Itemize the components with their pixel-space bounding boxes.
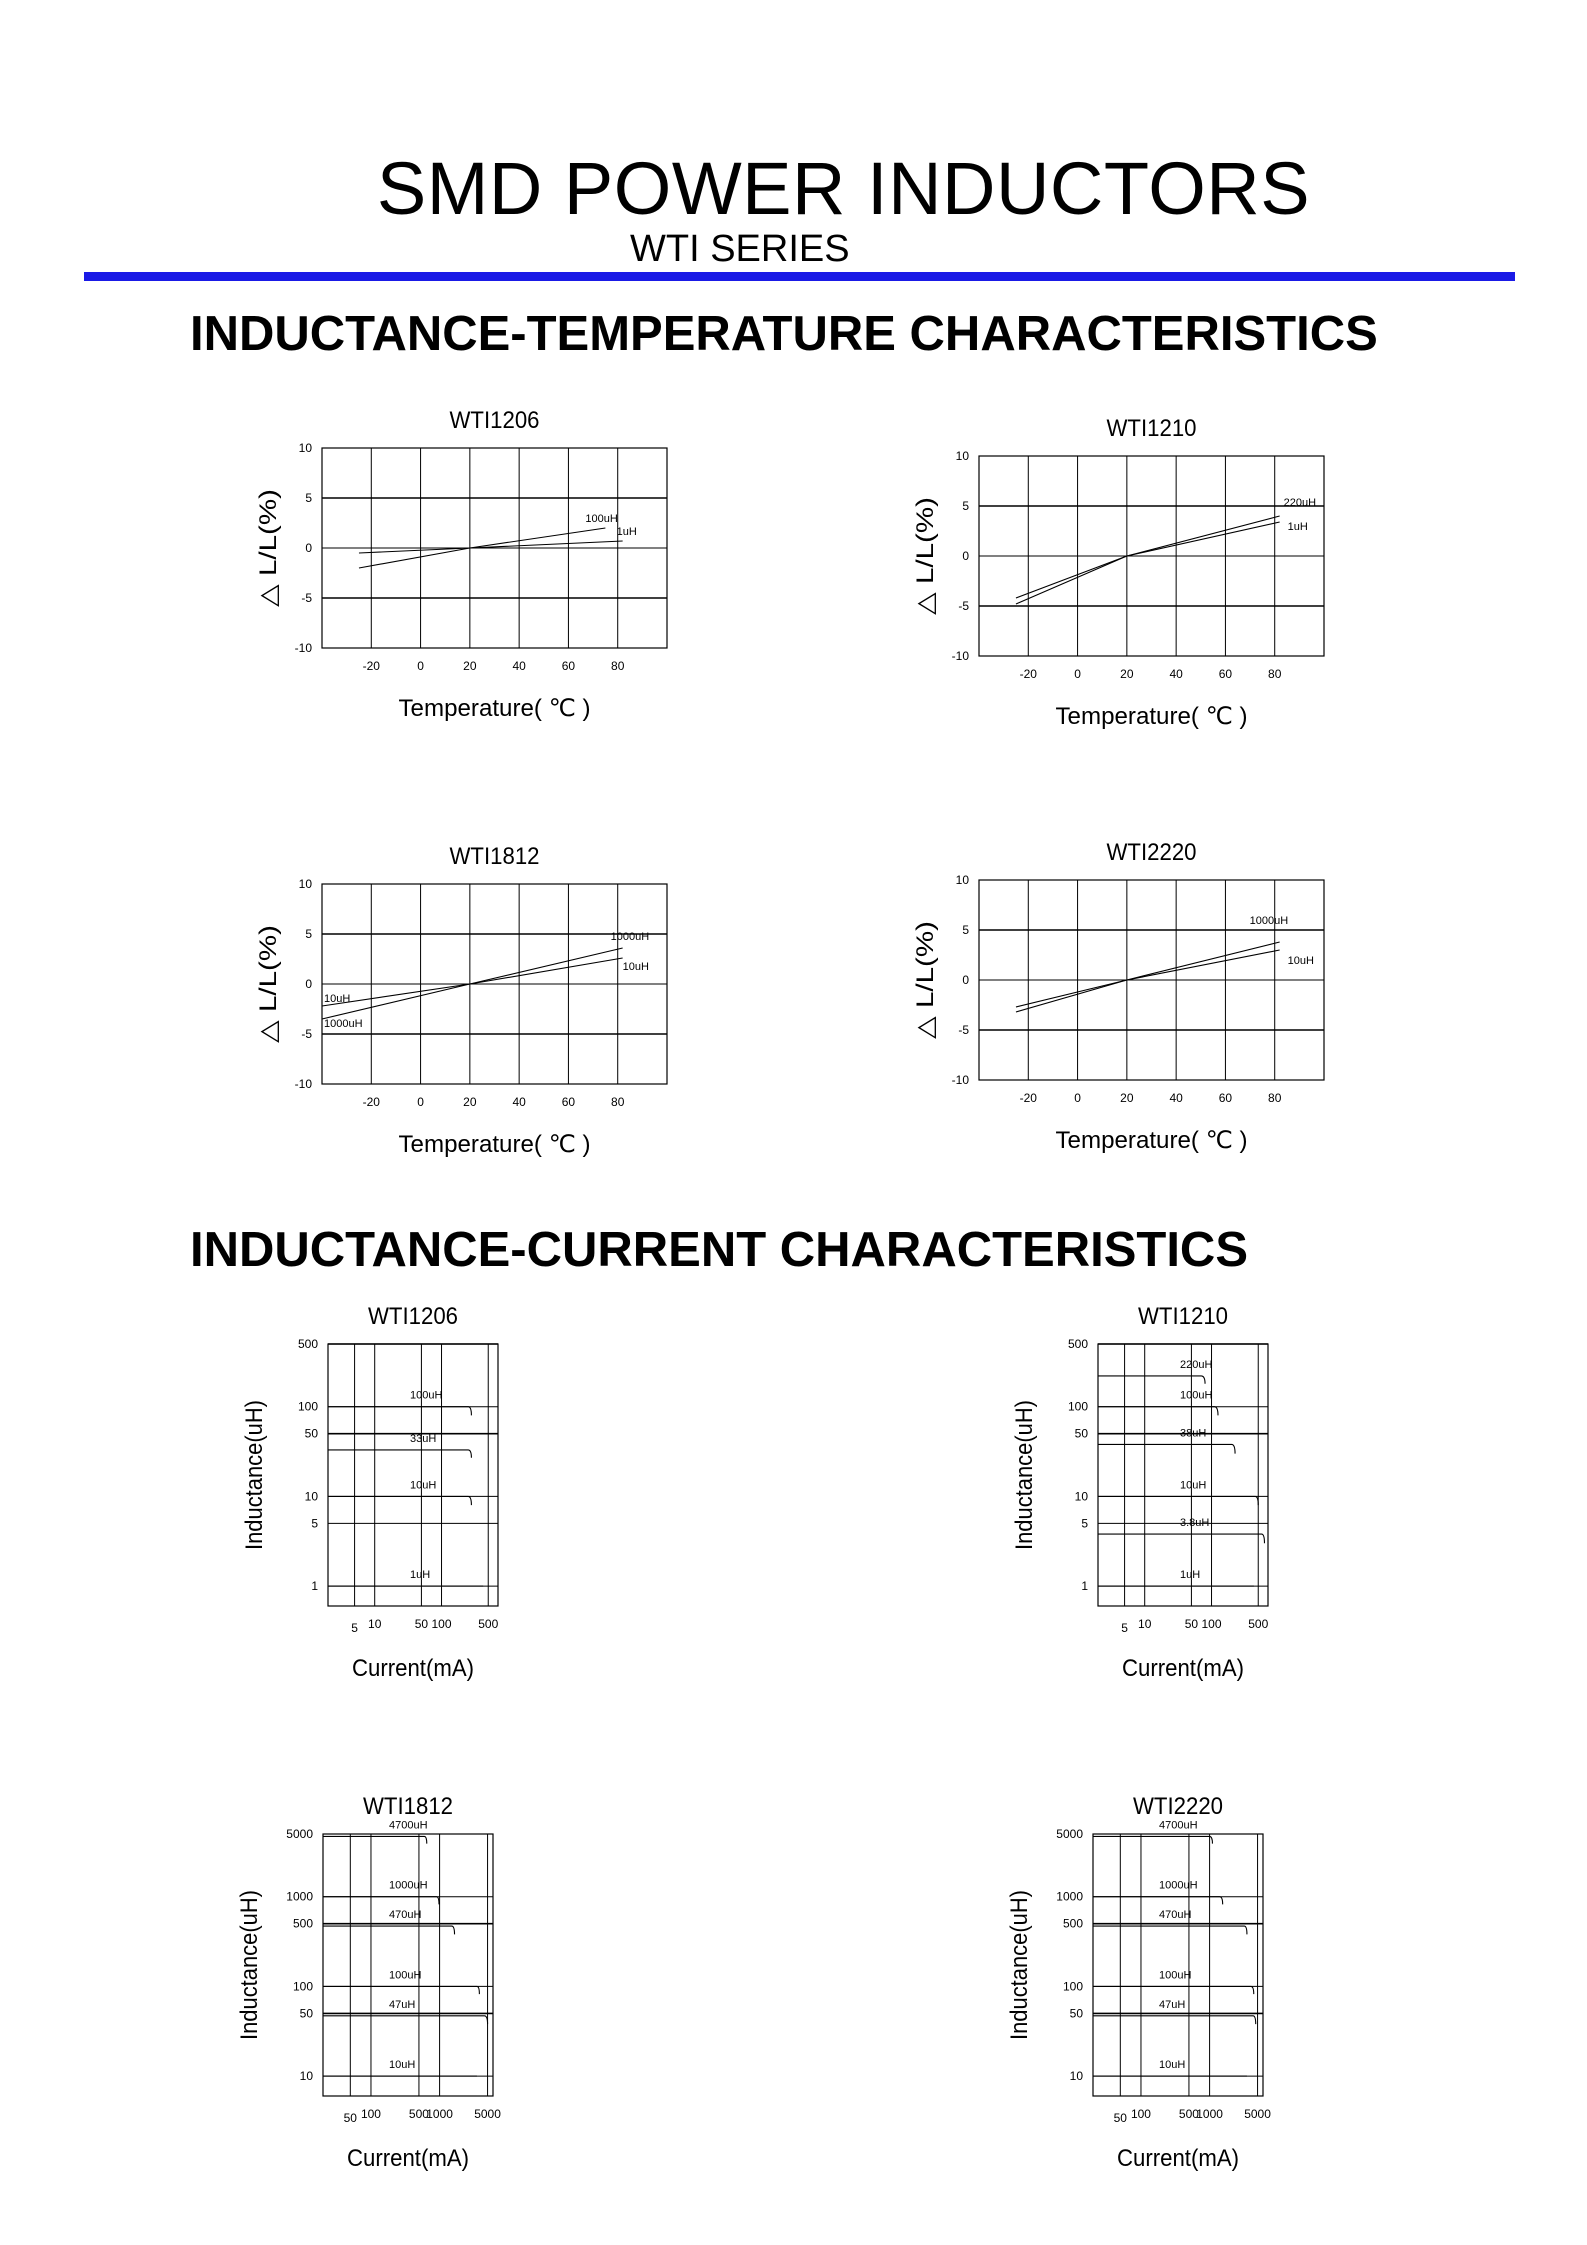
series-line xyxy=(1098,1534,1264,1543)
x-tick-label: 60 xyxy=(1218,667,1233,681)
series-label: 1000uH xyxy=(389,1879,428,1892)
series-label: 100uH xyxy=(410,1389,443,1402)
series-line xyxy=(1093,1926,1247,1934)
series-line xyxy=(1016,942,1280,1012)
x-tick-label: 50 xyxy=(414,1617,429,1631)
series-label: 33uH xyxy=(410,1432,437,1445)
series-line xyxy=(323,1836,427,1843)
y-tick-label: 0 xyxy=(305,977,312,991)
series-label: 47uH xyxy=(389,1998,416,2011)
x-tick-label: 500 xyxy=(478,1617,499,1631)
y-tick-label: 10 xyxy=(298,441,312,455)
series-line xyxy=(1098,1407,1218,1416)
x-tick-label: 80 xyxy=(611,1095,625,1109)
y-tick-label: 10 xyxy=(1069,2069,1083,2084)
y-tick-label: 1000 xyxy=(1056,1889,1083,1904)
series-label: 10uH xyxy=(1180,1479,1207,1492)
series-label: 10uH xyxy=(410,1479,437,1492)
y-tick-label: -10 xyxy=(951,1073,969,1087)
y-tick-label: 5000 xyxy=(286,1827,313,1841)
y-tick-label: 10 xyxy=(1074,1489,1088,1504)
y-tick-label: 5 xyxy=(1081,1516,1088,1531)
series-label: 4700uH xyxy=(389,1819,428,1832)
y-tick-label: 1 xyxy=(311,1579,318,1594)
x-tick-label: 40 xyxy=(1169,1091,1183,1105)
series-label: 47uH xyxy=(1159,1998,1186,2011)
y-tick-label: 50 xyxy=(1069,2006,1083,2021)
series-line xyxy=(1098,1376,1205,1384)
x-tick-label: 40 xyxy=(512,659,526,673)
y-tick-label: 10 xyxy=(955,449,969,463)
y-tick-label: 5 xyxy=(311,1516,318,1531)
chart-temp-wti1206 xyxy=(230,400,690,740)
series-line xyxy=(323,1897,439,1905)
plot-frame xyxy=(1093,1834,1263,2096)
x-axis-label: Temperature( ℃ ) xyxy=(398,1131,591,1158)
x-tick-label: -20 xyxy=(1019,667,1037,681)
y-tick-label: 50 xyxy=(1074,1426,1088,1441)
x-tick-label: 100 xyxy=(360,2107,381,2121)
chart-temp-wti1210 xyxy=(887,408,1347,748)
series-line xyxy=(1093,2016,1256,2024)
y-tick-label: -5 xyxy=(958,599,969,613)
y-tick-label: 5 xyxy=(962,499,969,513)
chart-title: WTI2220 xyxy=(1106,839,1197,866)
x-tick-label: 100 xyxy=(1201,1617,1222,1631)
x-tick-label: 60 xyxy=(561,659,576,673)
x-tick-label: 0 xyxy=(417,1095,424,1109)
series-label: 1uH xyxy=(1287,521,1308,533)
series-line xyxy=(323,1926,455,1934)
chart-cur-wti1210 xyxy=(990,1296,1390,1686)
x-axis-label: Temperature( ℃ ) xyxy=(1055,703,1248,730)
x-tick-label: 50 xyxy=(1113,2111,1127,2125)
series-line xyxy=(328,1496,471,1505)
x-tick-label: 1000 xyxy=(426,2107,453,2121)
y-axis-label: △ L/L(%) xyxy=(255,947,282,1043)
y-tick-label: -10 xyxy=(951,649,969,663)
y-tick-label: 10 xyxy=(298,877,312,891)
series-label: 10uH xyxy=(324,993,351,1005)
chart-temp-wti2220 xyxy=(887,832,1347,1172)
y-tick-label: 5 xyxy=(962,923,969,937)
series-line xyxy=(328,1450,471,1458)
y-tick-label: -10 xyxy=(294,1077,312,1091)
y-tick-label: 10 xyxy=(304,1489,318,1504)
series-label: 10uH xyxy=(389,2059,416,2072)
y-axis-label: Inductance(uH) xyxy=(236,1875,263,2040)
series-label: 10uH xyxy=(1287,955,1314,967)
y-tick-label: -5 xyxy=(301,1027,312,1041)
series-line xyxy=(359,541,623,553)
x-tick-label: 1000 xyxy=(1196,2107,1223,2121)
x-tick-label: 50 xyxy=(1184,1617,1199,1631)
x-tick-label: 5 xyxy=(1121,1621,1128,1635)
series-line xyxy=(1093,1986,1254,1994)
plot-frame xyxy=(328,1344,498,1606)
y-tick-label: 5000 xyxy=(1056,1827,1083,1841)
x-axis-label: Current(mA) xyxy=(347,2145,469,2172)
x-tick-label: -20 xyxy=(1019,1091,1037,1105)
y-axis-label: Inductance(uH) xyxy=(241,1385,268,1550)
y-tick-label: 500 xyxy=(1067,1337,1088,1351)
series-label: 220uH xyxy=(1180,1358,1213,1371)
x-tick-label: 10 xyxy=(1138,1617,1152,1631)
x-tick-label: 80 xyxy=(1268,667,1282,681)
y-tick-label: 1000 xyxy=(286,1889,313,1904)
series-label: 4700uH xyxy=(1159,1819,1198,1832)
x-tick-label: 20 xyxy=(463,1095,477,1109)
plot-frame xyxy=(1098,1344,1268,1606)
y-axis-label: △ L/L(%) xyxy=(912,943,939,1039)
y-tick-label: -5 xyxy=(958,1023,969,1037)
series-label: 100uH xyxy=(1180,1389,1213,1402)
x-axis-label: Current(mA) xyxy=(1117,2145,1239,2172)
x-axis-label: Current(mA) xyxy=(352,1655,474,1682)
x-tick-label: 10 xyxy=(368,1617,382,1631)
y-tick-label: 100 xyxy=(292,1979,313,1994)
chart-temp-wti1812 xyxy=(230,836,690,1176)
series-line xyxy=(323,1986,479,1994)
y-tick-label: 0 xyxy=(962,973,969,987)
series-line xyxy=(1093,1897,1223,1905)
y-tick-label: 10 xyxy=(299,2069,313,2084)
chart-cur-wti1812 xyxy=(215,1786,615,2176)
series-label: 1000uH xyxy=(1249,915,1289,927)
x-tick-label: 20 xyxy=(1120,1091,1134,1105)
x-tick-label: 40 xyxy=(1169,667,1183,681)
x-tick-label: 500 xyxy=(1178,2107,1199,2121)
series-label: 1uH xyxy=(1180,1569,1201,1582)
series-label: 100uH xyxy=(585,513,618,525)
section-title-temperature: INDUCTANCE-TEMPERATURE CHARACTERISTICS xyxy=(190,307,1378,361)
series-label: 100uH xyxy=(1159,1969,1192,1982)
x-tick-label: 20 xyxy=(463,659,477,673)
chart-cur-wti1206 xyxy=(220,1296,620,1686)
x-tick-label: 50 xyxy=(343,2111,357,2125)
y-tick-label: 100 xyxy=(1062,1979,1083,1994)
page-subtitle: WTI SERIES xyxy=(630,228,850,270)
y-tick-label: 500 xyxy=(1062,1916,1083,1931)
y-tick-label: 10 xyxy=(955,873,969,887)
x-tick-label: -20 xyxy=(362,659,380,673)
series-label: 10uH xyxy=(1159,2059,1186,2072)
series-label: 1000uH xyxy=(324,1018,363,1030)
series-label: 1uH xyxy=(616,526,637,538)
y-tick-label: 100 xyxy=(297,1399,318,1414)
series-line xyxy=(1016,950,1280,1007)
x-tick-label: 60 xyxy=(561,1095,576,1109)
series-label: 220uH xyxy=(1283,497,1317,509)
x-tick-label: 100 xyxy=(431,1617,452,1631)
y-tick-label: 500 xyxy=(292,1916,313,1931)
x-tick-label: 5000 xyxy=(474,2107,501,2121)
chart-title: WTI1210 xyxy=(1138,1303,1228,1330)
page-title: SMD POWER INDUCTORS xyxy=(376,147,1311,230)
header-rule xyxy=(84,272,1515,281)
series-label: 3.8uH xyxy=(1180,1517,1210,1530)
y-axis-label: Inductance(uH) xyxy=(1006,1875,1033,2040)
x-tick-label: 5000 xyxy=(1244,2107,1271,2121)
plot-frame xyxy=(323,1834,493,2096)
y-axis-label: Inductance(uH) xyxy=(1011,1385,1038,1550)
x-tick-label: 40 xyxy=(512,1095,526,1109)
x-tick-label: 0 xyxy=(1074,1091,1081,1105)
y-tick-label: 50 xyxy=(304,1426,318,1441)
y-axis-label: △ L/L(%) xyxy=(912,519,939,615)
x-tick-label: 60 xyxy=(1218,1091,1233,1105)
chart-title: WTI1206 xyxy=(449,407,540,434)
x-tick-label: 80 xyxy=(611,659,625,673)
x-tick-label: 5 xyxy=(351,1621,358,1635)
y-tick-label: 0 xyxy=(962,549,969,563)
y-tick-label: 5 xyxy=(305,491,312,505)
section-title-current: INDUCTANCE-CURRENT CHARACTERISTICS xyxy=(190,1223,1248,1277)
y-tick-label: 0 xyxy=(305,541,312,555)
series-line xyxy=(1098,1444,1235,1453)
series-line xyxy=(323,2016,488,2024)
x-axis-label: Temperature( ℃ ) xyxy=(398,695,591,722)
series-label: 100uH xyxy=(389,1969,422,1982)
series-label: 1uH xyxy=(410,1569,431,1582)
series-line xyxy=(1016,516,1280,604)
series-line xyxy=(1093,1836,1212,1843)
x-tick-label: 500 xyxy=(1248,1617,1269,1631)
y-tick-label: 5 xyxy=(305,927,312,941)
x-tick-label: 0 xyxy=(417,659,424,673)
y-tick-label: -10 xyxy=(294,641,312,655)
series-label: 1000uH xyxy=(1159,1879,1198,1892)
series-label: 38uH xyxy=(1180,1427,1207,1440)
series-label: 470uH xyxy=(389,1909,422,1922)
chart-title: WTI1210 xyxy=(1106,415,1197,442)
y-tick-label: 100 xyxy=(1067,1399,1088,1414)
x-tick-label: 500 xyxy=(408,2107,429,2121)
series-label: 10uH xyxy=(622,961,649,973)
chart-title: WTI1206 xyxy=(368,1303,458,1330)
chart-title: WTI1812 xyxy=(363,1793,453,1820)
x-tick-label: 100 xyxy=(1130,2107,1151,2121)
y-tick-label: 50 xyxy=(299,2006,313,2021)
series-label: 1000uH xyxy=(610,931,650,943)
chart-title: WTI2220 xyxy=(1133,1793,1223,1820)
y-tick-label: -5 xyxy=(301,591,312,605)
series-line xyxy=(328,1407,471,1416)
x-tick-label: 80 xyxy=(1268,1091,1282,1105)
x-axis-label: Current(mA) xyxy=(1122,1655,1244,1682)
series-label: 470uH xyxy=(1159,1909,1192,1922)
chart-title: WTI1812 xyxy=(449,843,540,870)
x-tick-label: 0 xyxy=(1074,667,1081,681)
y-axis-label: △ L/L(%) xyxy=(255,511,282,607)
chart-cur-wti2220 xyxy=(985,1786,1385,2176)
x-tick-label: 20 xyxy=(1120,667,1134,681)
y-tick-label: 1 xyxy=(1081,1579,1088,1594)
x-axis-label: Temperature( ℃ ) xyxy=(1055,1127,1248,1154)
series-line xyxy=(1098,1496,1258,1505)
x-tick-label: -20 xyxy=(362,1095,380,1109)
series-line xyxy=(322,958,623,1006)
y-tick-label: 500 xyxy=(297,1337,318,1351)
